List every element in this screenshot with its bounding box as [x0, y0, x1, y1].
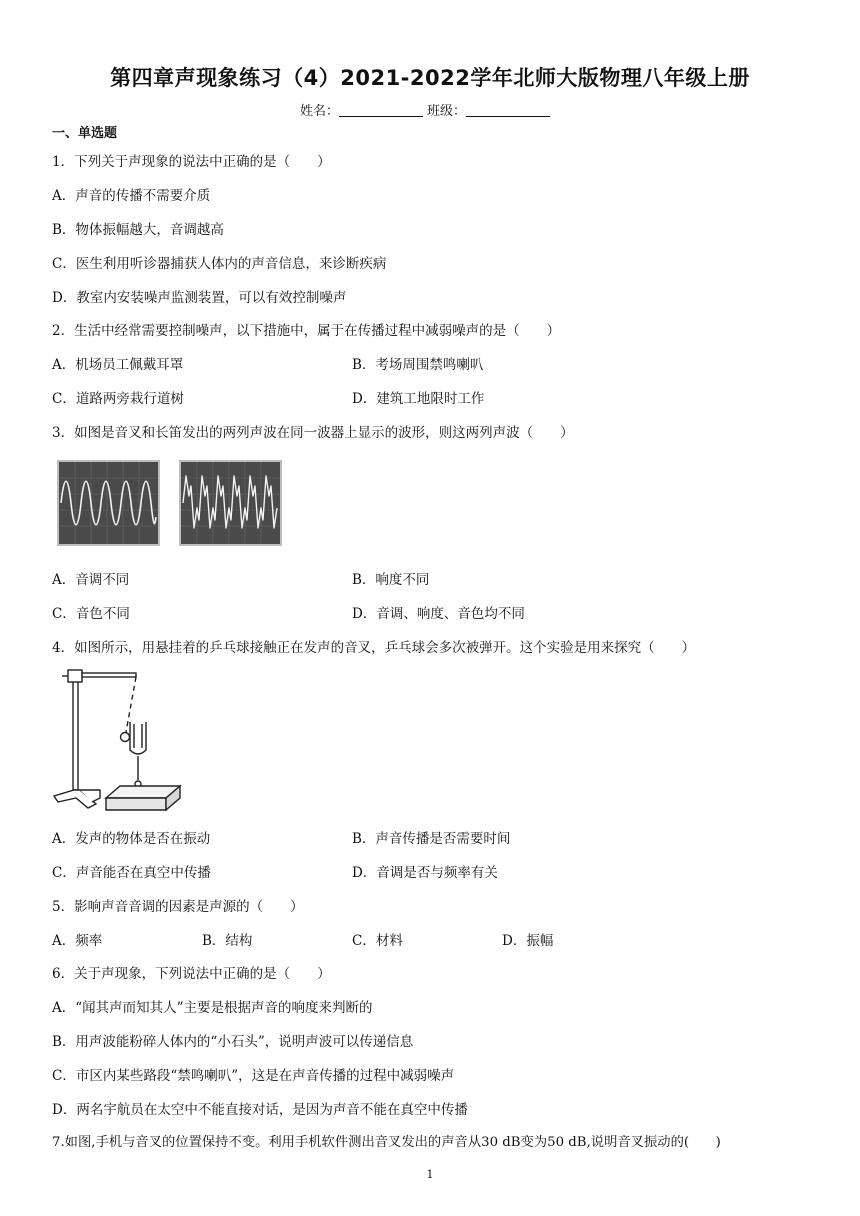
q3-option-d: D．音调、响度、音色均不同 [352, 606, 525, 622]
page-number: 1 [426, 1168, 434, 1181]
q2-option-a: A．机场员工佩戴耳罩 [52, 357, 184, 373]
q5-stem: 5．影响声音音调的因素是声源的（ ） [52, 899, 304, 915]
name-blank [339, 104, 423, 117]
q4-option-a: A．发声的物体是否在振动 [52, 831, 211, 847]
q5-option-b: B．结构 [202, 933, 253, 949]
q1-option-d: D．教室内安装噪声监测装置，可以有效控制噪声 [52, 290, 347, 306]
q4-stem: 4．如图所示，用悬挂着的乒乓球接触正在发声的音叉，乒乓球会多次被弹开。这个实验是用来探究（ ） [52, 640, 696, 656]
q3-option-b: B．响度不同 [352, 572, 430, 588]
page-title: 第四章声现象练习（4）2021-2022学年北师大版物理八年级上册 [110, 66, 750, 90]
name-label: 姓名： [300, 104, 340, 119]
q4-option-d: D．音调是否与频率有关 [352, 865, 498, 881]
q6-option-c: C．市区内某些路段“禁鸣喇叭”，这是在声音传播的过程中减弱噪声 [52, 1068, 455, 1084]
class-label: 班级： [427, 104, 467, 119]
q6-option-a: A．“闻其声而知其人”主要是根据声音的响度来判断的 [52, 1000, 373, 1016]
student-info [300, 100, 554, 119]
waveform-complex [181, 462, 280, 544]
q7-stem: 7.如图,手机与音叉的位置保持不变。利用手机软件测出音叉发出的声音从30 dB变为50 dB,说明音叉振动的( ) [52, 1135, 721, 1150]
q2-stem: 2．生活中经常需要控制噪声，以下措施中，属于在传播过程中减弱噪声的是（ ） [52, 323, 561, 339]
q3-option-a: A．音调不同 [52, 572, 130, 588]
q1-option-a: A．声音的传播不需要介质 [52, 188, 211, 204]
oscilloscope-tuning-fork-figure [57, 460, 160, 546]
q6-option-d: D．两名宇航员在太空中不能直接对话，是因为声音不能在真空中传播 [52, 1102, 468, 1118]
class-blank [466, 104, 550, 117]
tuning-fork-pingpong-figure [48, 662, 188, 812]
q2-option-d: D．建筑工地限时工作 [352, 391, 485, 407]
q2-option-c: C．道路两旁栽行道树 [52, 391, 184, 407]
q1-option-b: B．物体振幅越大，音调越高 [52, 222, 224, 238]
q2-option-b: B．考场周围禁鸣喇叭 [352, 357, 484, 373]
q5-option-a: A．频率 [52, 933, 103, 949]
q1-stem: 1．下列关于声现象的说法中正确的是（ ） [52, 154, 331, 170]
q5-option-c: C．材料 [352, 933, 403, 949]
waveform-sine [59, 462, 158, 544]
q6-option-b: B．用声波能粉碎人体内的“小石头”，说明声波可以传递信息 [52, 1034, 414, 1050]
q1-option-c: C．医生利用听诊器捕获人体内的声音信息，来诊断疾病 [52, 256, 387, 272]
oscilloscope-flute-figure [179, 460, 282, 546]
q4-option-b: B．声音传播是否需要时间 [352, 831, 511, 847]
q5-option-d: D．振幅 [502, 933, 554, 949]
section-heading: 一、单选题 [52, 126, 118, 141]
q4-option-c: C．声音能否在真空中传播 [52, 865, 211, 881]
q3-option-c: C．音色不同 [52, 606, 130, 622]
q6-stem: 6．关于声现象，下列说法中正确的是（ ） [52, 966, 331, 982]
q3-stem: 3．如图是音叉和长笛发出的两列声波在同一波器上显示的波形，则这两列声波（ ） [52, 425, 574, 441]
